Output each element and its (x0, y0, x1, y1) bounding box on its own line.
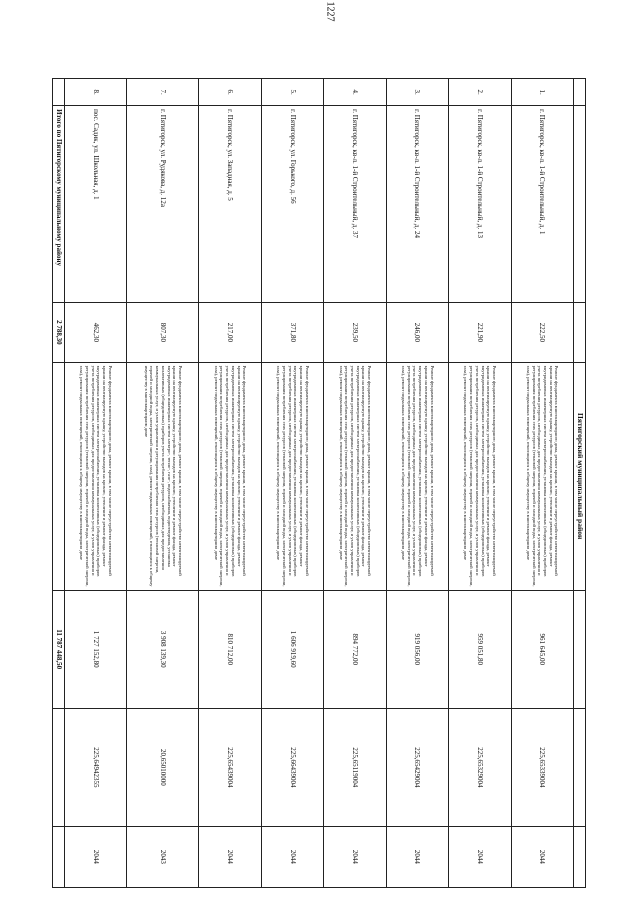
row-code: 225,65439004 (199, 708, 261, 826)
row-address: г. Пятигорск, ул. Западная, д. 5 (199, 106, 261, 303)
row-description: Ремонт фундамента многоквартирного дома, ремонт крыши, в том числе переустройство невентилируемой крыши на вентилируемую крышу, устройство выходов на кровлю, утепление и ремонт фасада, ремонт внутридомовых инженерных систем электроснабжения, установка коллективных (общедомовых) приборов учета потребления ресурсов, необходимых для предоставления коммунальных услуг, и узлов управления и регулирования потребления этих ресурсов (тепловой энергии, горячей и холодной воды, электрической энергии, газа), ремонт подвальных помещений, относящихся к общему имуществу в многоквартирном доме (449, 362, 511, 590)
total-empty-cell (53, 826, 65, 887)
row-address: г. Пятигорск, ул. Горького, д. 56 (261, 106, 323, 303)
row-description: Ремонт фундамента многоквартирного дома, ремонт крыши, в том числе переустройство невентилируемой крыши на вентилируемую крышу, устройство выходов на кровлю, утепление и ремонт фасада, ремонт внутридомовых инженерных систем электроснабжения, установка коллективных (общедомовых) приборов учета потребления ресурсов, необходимых для предоставления коммунальных услуг, и узлов управления и регулирования потребления этих ресурсов (тепловой энергии, горячей и холодной воды, электрической энергии, газа), ремонт подвальных помещений, относящихся к общему имуществу в многоквартирном доме (199, 362, 261, 590)
row-description: Ремонт фундамента многоквартирного дома, ремонт крыши, в том числе переустройство невентилируемой крыши на вентилируемую крышу, устройство выходов на кровлю, утепление и ремонт фасада, ремонт внутридомовых инженерных систем электро-, тепло-, газо-, водоснабжения, водоотведения, установка коллективных (общедомовых) приборов учета потребления ресурсов, необходимых для предоставления коммунальных услуг, и узлов управления и регулирования потребления этих ресурсов (тепловой энергии, горячей и холодной воды, электрической энергии, газа), ремонт подвальных помещений, относящихся к общему имуществу в многоквартирном доме (127, 362, 199, 590)
row-description: Ремонт фундамента многоквартирного дома, ремонт крыши, в том числе переустройство невентилируемой крыши на вентилируемую крышу, устройство выходов на кровлю, утепление и ремонт фасада, ремонт внутридомовых инженерных систем электроснабжения, установка коллективных (общедомовых) приборов учета потребления ресурсов, необходимых для предоставления коммунальных услуг, и узлов управления и регулирования потребления этих ресурсов (тепловой энергии, горячей и холодной воды, электрической энергии, газа), ремонт подвальных помещений, относящихся к общему имуществу в многоквартирном доме (65, 362, 127, 590)
row-year: 2044 (449, 826, 511, 887)
total-empty-cell (53, 79, 65, 106)
total-cost: 11 787 448,50 (53, 590, 65, 708)
header-empty-cell (574, 302, 586, 362)
header-empty-cell (574, 79, 586, 106)
row-number: 2. (449, 79, 511, 106)
row-address: г. Пятигорск, кв-л. 1-й Строительный, д. 1 (511, 106, 573, 303)
row-cost: 1 727 152,80 (65, 590, 127, 708)
row-description: Ремонт фундамента многоквартирного дома, ремонт крыши, в том числе переустройство невентилируемой крыши на вентилируемую крышу, устройство выходов на кровлю, утепление и ремонт фасада, ремонт внутридомовых инженерных систем электроснабжения, установка коллективных (общедомовых) приборов учета потребления ресурсов, необходимых для предоставления коммунальных услуг, и узлов управления и регулирования потребления этих ресурсов (тепловой энергии, горячей и холодной воды, электрической энергии, газа), ремонт подвальных помещений, относящихся к общему имуществу в многоквартирном доме (261, 362, 323, 590)
total-row (53, 79, 65, 888)
table-row (386, 79, 448, 888)
row-description: Ремонт фундамента многоквартирного дома, ремонт крыши, в том числе переустройство невентилируемой крыши на вентилируемую крышу, устройство выходов на кровлю, утепление и ремонт фасада, ремонт внутридомовых инженерных систем электроснабжения, установка коллективных (общедомовых) приборов учета потребления ресурсов, необходимых для предоставления коммунальных услуг, и узлов управления и регулирования потребления этих ресурсов (тепловой энергии, горячей и холодной воды, электрической энергии, газа), ремонт подвальных помещений, относящихся к общему имуществу в многоквартирном доме (386, 362, 448, 590)
row-cost: 961 645,00 (511, 590, 573, 708)
row-code: 225,66439004 (261, 708, 323, 826)
row-address: пос. Садик, ул. Школьная, д. 1 (65, 106, 127, 303)
header-empty-cell (574, 826, 586, 887)
row-description: Ремонт фундамента многоквартирного дома, ремонт крыши, в том числе переустройство невентилируемой крыши на вентилируемую крышу, устройство выходов на кровлю, утепление и ремонт фасада, ремонт внутридомовых инженерных систем электроснабжения, установка коллективных (общедомовых) приборов учета потребления ресурсов, необходимых для предоставления коммунальных услуг, и узлов управления и регулирования потребления этих ресурсов (тепловой энергии, горячей и холодной воды, электрической энергии, газа), ремонт подвальных помещений, относящихся к общему имуществу в многоквартирном доме (324, 362, 386, 590)
row-cost: 810 712,00 (199, 590, 261, 708)
table-row (449, 79, 511, 888)
row-number: 4. (324, 79, 386, 106)
row-year: 2044 (386, 826, 448, 887)
row-number: 1. (511, 79, 573, 106)
row-year: 2043 (127, 826, 199, 887)
table-body (53, 79, 586, 888)
row-number: 5. (261, 79, 323, 106)
table-wrapper (52, 78, 586, 888)
total-empty-cell (53, 708, 65, 826)
total-label: Итого по Пятигорскому муниципальному району (53, 106, 65, 303)
row-code: 225,65119004 (324, 708, 386, 826)
row-address: г. Пятигорск, кв-л. 1-й Строительный, д. 13 (449, 106, 511, 303)
row-code: 225,65339004 (511, 708, 573, 826)
capital-repair-table (52, 78, 586, 888)
row-area: 246,00 (386, 302, 448, 362)
table-row (511, 79, 573, 888)
total-area: 2 788,30 (53, 302, 65, 362)
row-code: 20,65010000 (127, 708, 199, 826)
row-year: 2044 (261, 826, 323, 887)
row-number: 3. (386, 79, 448, 106)
row-area: 239,50 (324, 302, 386, 362)
table-row (65, 79, 127, 888)
row-area: 217,00 (199, 302, 261, 362)
row-description: Ремонт фундамента многоквартирного дома, ремонт крыши, в том числе переустройство невентилируемой крыши на вентилируемую крышу, устройство выходов на кровлю, утепление и ремонт фасада, ремонт внутридомовых инженерных систем электроснабжения, установка коллективных (общедомовых) приборов учета потребления ресурсов, необходимых для предоставления коммунальных услуг, и узлов управления и регулирования потребления этих ресурсов (тепловой энергии, горячей и холодной воды, электрической энергии, газа), ремонт подвальных помещений, относящихся к общему имуществу в многоквартирном доме (511, 362, 573, 590)
header-empty-cell (574, 708, 586, 826)
row-area: 222,50 (511, 302, 573, 362)
row-area: 462,30 (65, 302, 127, 362)
row-year: 2044 (511, 826, 573, 887)
district-header-row (574, 79, 586, 888)
row-cost: 3 908 139,30 (127, 590, 199, 708)
total-empty-cell (53, 362, 65, 590)
row-code: 225,65329004 (449, 708, 511, 826)
row-address: г. Пятигорск, кв-л. 1-й Строительный, д. 37 (324, 106, 386, 303)
row-year: 2044 (324, 826, 386, 887)
row-number: 8. (65, 79, 127, 106)
row-number: 7. (127, 79, 199, 106)
row-cost: 919 056,00 (386, 590, 448, 708)
header-empty-cell (574, 106, 586, 303)
table-row (261, 79, 323, 888)
district-title: Пятигорский муниципальный район (574, 362, 586, 590)
row-address: г. Пятигорск, ул. Рудякова, д. 12а (127, 106, 199, 303)
table-row (324, 79, 386, 888)
row-year: 2044 (199, 826, 261, 887)
row-area: 371,80 (261, 302, 323, 362)
row-cost: 1 606 919,60 (261, 590, 323, 708)
row-number: 6. (199, 79, 261, 106)
row-area: 221,90 (449, 302, 511, 362)
row-cost: 894 772,00 (324, 590, 386, 708)
header-empty-cell (574, 590, 586, 708)
table-row (127, 79, 199, 888)
page-number (320, 1, 340, 22)
row-area: 807,30 (127, 302, 199, 362)
row-address: г. Пятигорск, кв-л. 1-й Строительный, д. 24 (386, 106, 448, 303)
page-number-text: 1227 (324, 1, 336, 22)
row-year: 2044 (65, 826, 127, 887)
row-code: 225,65429004 (386, 708, 448, 826)
table-row (199, 79, 261, 888)
row-code: 225,64942355 (65, 708, 127, 826)
row-cost: 959 051,80 (449, 590, 511, 708)
